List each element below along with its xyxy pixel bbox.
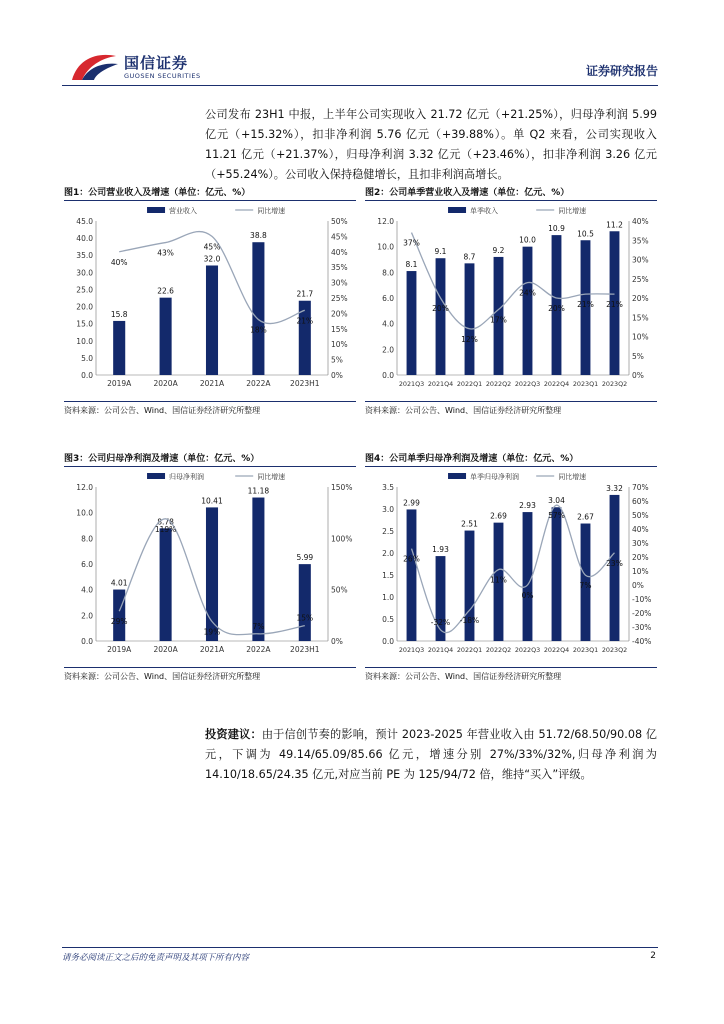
page-number: 2 xyxy=(650,951,656,961)
bar xyxy=(113,321,125,375)
y-left-tick-label: 25.0 xyxy=(76,285,93,295)
y-right-tick-label: 35% xyxy=(331,263,348,273)
y-right-tick-label: -10% xyxy=(632,595,652,604)
legend-line-label: 同比增速 xyxy=(558,207,587,215)
growth-value-label: 21% xyxy=(606,300,623,310)
x-tick-label: 2023Q2 xyxy=(601,380,628,388)
bar-value-label: 15.8 xyxy=(110,309,128,319)
figure-2 xyxy=(365,186,657,418)
x-tick-label: 2022A xyxy=(246,379,271,388)
bar-value-label: 8.78 xyxy=(157,517,174,527)
x-tick-label: 2021Q4 xyxy=(427,646,454,654)
investment-paragraph xyxy=(205,725,657,785)
figure-4 xyxy=(365,452,657,684)
y-right-tick-label: 15% xyxy=(632,313,649,323)
y-right-tick-label: 50% xyxy=(331,585,348,595)
bar-value-label: 22.6 xyxy=(157,286,174,296)
bar xyxy=(436,258,446,375)
x-tick-label: 2023Q2 xyxy=(601,646,628,654)
y-left-tick-label: 6.0 xyxy=(382,294,394,303)
bar xyxy=(252,242,264,375)
figure-source: 资料来源：公司公告、Wind、国信证券经济研究所整理 xyxy=(365,406,562,415)
y-left-tick-label: 40.0 xyxy=(76,234,93,244)
growth-value-label: 119% xyxy=(154,524,177,534)
x-tick-label: 2022Q1 xyxy=(456,646,483,654)
y-right-tick-label: 50% xyxy=(632,511,649,520)
bar xyxy=(160,298,172,375)
growth-value-label: 23% xyxy=(606,558,623,568)
growth-value-label: 0% xyxy=(521,591,534,600)
growth-value-label: 21% xyxy=(577,300,594,310)
y-right-tick-label: 25% xyxy=(331,294,348,303)
legend-bar-swatch xyxy=(448,473,466,479)
figure-rule xyxy=(64,667,356,668)
quarterly-revenue-chart xyxy=(365,203,657,395)
y-right-tick-label: 15% xyxy=(331,324,348,334)
figure-rule xyxy=(365,401,657,402)
bar-value-label: 21.7 xyxy=(296,289,314,299)
guosen-logo-icon xyxy=(68,50,120,84)
y-left-tick-label: 8.0 xyxy=(81,534,93,544)
y-right-tick-label: 20% xyxy=(632,553,649,562)
bar-value-label: 10.41 xyxy=(201,496,223,506)
x-tick-label: 2022Q1 xyxy=(456,380,483,388)
y-right-tick-label: 25% xyxy=(632,274,649,284)
report-type-label: 证券研究报告 xyxy=(585,64,658,78)
x-tick-label: 2019A xyxy=(107,379,132,388)
y-right-tick-label: -40% xyxy=(632,637,652,646)
net-profit-chart xyxy=(64,469,356,661)
x-tick-label: 2022Q3 xyxy=(514,646,541,654)
bar-value-label: 8.7 xyxy=(463,252,476,262)
y-left-tick-label: 8.0 xyxy=(382,268,394,278)
bar-value-label: 2.51 xyxy=(461,519,478,529)
x-tick-label: 2023H1 xyxy=(290,645,320,654)
y-right-tick-label: 40% xyxy=(632,217,649,226)
growth-value-label: 20% xyxy=(548,304,565,313)
footer-divider xyxy=(62,947,658,948)
bar-value-label: 11.2 xyxy=(606,220,623,230)
growth-value-label: 15% xyxy=(296,613,314,623)
legend-bar-label: 单季归母净利润 xyxy=(470,473,520,481)
bar xyxy=(113,590,125,641)
figure-3 xyxy=(64,452,356,684)
bar-value-label: 11.18 xyxy=(247,486,270,496)
growth-value-label: 19% xyxy=(203,627,221,637)
bar-value-label: 2.69 xyxy=(490,511,507,521)
page-header xyxy=(62,48,662,88)
bar-value-label: 3.04 xyxy=(548,496,565,506)
y-right-tick-label: 40% xyxy=(331,247,348,257)
y-left-tick-label: 2.0 xyxy=(81,611,93,621)
y-left-tick-label: 0.5 xyxy=(382,615,394,624)
figure-rule xyxy=(365,200,657,201)
growth-value-label: 18% xyxy=(250,325,267,335)
y-right-tick-label: 10% xyxy=(632,332,649,342)
bar-value-label: 10.9 xyxy=(548,224,565,234)
x-tick-label: 2021A xyxy=(199,645,225,654)
y-left-tick-label: 0.0 xyxy=(382,371,394,380)
growth-value-label: 37% xyxy=(403,238,420,248)
y-right-tick-label: 150% xyxy=(331,483,353,492)
y-right-tick-label: 10% xyxy=(331,340,348,350)
y-right-tick-label: 0% xyxy=(632,371,644,380)
growth-value-label: 29% xyxy=(110,617,128,627)
bar xyxy=(523,247,533,375)
figure-rule xyxy=(64,200,356,201)
growth-value-label: -18% xyxy=(459,616,480,626)
bar-value-label: 5.99 xyxy=(296,553,314,563)
y-left-tick-label: 10.0 xyxy=(76,508,93,518)
figure-rule xyxy=(64,466,356,467)
y-right-tick-label: 0% xyxy=(331,637,343,646)
figure-title: 图3：公司归母净利润及增速（单位：亿元、%） xyxy=(64,454,260,464)
y-left-tick-label: 3.0 xyxy=(382,505,394,514)
y-right-tick-label: 70% xyxy=(632,483,649,492)
legend-line-label: 同比增速 xyxy=(257,473,286,481)
y-right-tick-label: 5% xyxy=(632,351,644,361)
figure-source: 资料来源：公司公告、Wind、国信证券经济研究所整理 xyxy=(64,406,261,415)
brand-name: 国信证券 xyxy=(124,54,189,72)
y-left-tick-label: 2.0 xyxy=(382,345,394,355)
x-tick-label: 2021Q3 xyxy=(398,380,425,388)
growth-value-label: 43% xyxy=(157,248,174,258)
growth-value-label: 45% xyxy=(203,242,221,252)
y-right-tick-label: 30% xyxy=(632,539,649,548)
legend-bar-swatch xyxy=(147,207,165,213)
bar-value-label: 8.1 xyxy=(405,260,418,270)
bar-value-label: 9.2 xyxy=(492,245,505,255)
summary-paragraph: 公司发布 23H1 中报，上半年公司实现收入 21.72 亿元（+21.25%），归母净利润 5.99 亿元（+15.32%），扣非净利润 5.76 亿元（+39.88%）。单 Q2 来看，公司实现收入 11.21 亿元（+21.37%），归母净利润 3.32 亿元（+23.46%），扣非净利润 3.26 亿元（+55.24%）。公司收入保持稳健增长，且扣非利润高增长。 xyxy=(205,108,657,181)
investment-text: 由于信创节奏的影响，预计 2023-2025 年营业收入由 51.72/68.50/90.08 亿元，下调为 49.14/65.09/85.66 亿元，增速分别 27%/33%/32%,归母净利润为 14.10/18.65/24.35 亿元,对应当前 PE 为 125/94/72 倍，维持“买入”评级。 xyxy=(205,728,657,781)
bar xyxy=(160,528,172,641)
figure-source: 资料来源：公司公告、Wind、国信证券经济研究所整理 xyxy=(64,672,261,681)
x-tick-label: 2021Q3 xyxy=(398,646,425,654)
y-left-tick-label: 4.0 xyxy=(382,319,394,329)
x-tick-label: 2022Q3 xyxy=(514,380,541,388)
growth-value-label: 26% xyxy=(403,554,420,564)
y-right-tick-label: 60% xyxy=(632,497,649,506)
growth-value-label: 24% xyxy=(519,288,536,298)
x-tick-label: 2021Q4 xyxy=(427,380,454,388)
figure-source: 资料来源：公司公告、Wind、国信证券经济研究所整理 xyxy=(365,672,562,681)
x-tick-label: 2022Q2 xyxy=(485,380,512,388)
x-tick-label: 2021A xyxy=(199,379,225,388)
revenue-chart xyxy=(64,203,356,395)
bar xyxy=(552,507,562,641)
y-right-tick-label: 20% xyxy=(331,309,348,319)
disclaimer-note: 请务必阅读正文之后的免责声明及其项下所有内容 xyxy=(62,953,250,963)
x-tick-label: 2022Q2 xyxy=(485,646,512,654)
y-left-tick-label: 12.0 xyxy=(377,217,394,226)
bar xyxy=(206,265,218,375)
bar xyxy=(465,263,475,375)
bar xyxy=(407,509,417,641)
x-tick-label: 2022A xyxy=(246,645,271,654)
x-tick-label: 2022Q4 xyxy=(543,380,570,388)
growth-value-label: 7% xyxy=(579,581,592,591)
bar-value-label: 10.0 xyxy=(519,235,536,245)
bar xyxy=(299,564,311,641)
y-left-tick-label: 30.0 xyxy=(76,268,93,278)
y-left-tick-label: 1.0 xyxy=(382,593,394,602)
y-right-tick-label: 35% xyxy=(632,236,649,246)
legend-bar-swatch xyxy=(147,473,165,479)
bar-value-label: 4.01 xyxy=(110,578,128,588)
x-tick-label: 2022Q4 xyxy=(543,646,570,654)
x-tick-label: 2020A xyxy=(153,379,178,388)
growth-value-label: 11% xyxy=(490,575,507,585)
y-left-tick-label: 15.0 xyxy=(76,319,93,329)
y-right-tick-label: 0% xyxy=(632,581,644,590)
figure-rule xyxy=(365,667,657,668)
figure-rule xyxy=(365,466,657,467)
y-left-tick-label: 0.0 xyxy=(81,637,93,646)
y-right-tick-label: 5% xyxy=(331,355,343,365)
y-right-tick-label: 0% xyxy=(331,371,343,380)
y-right-tick-label: 30% xyxy=(331,278,348,288)
bar-value-label: 2.67 xyxy=(577,512,594,522)
y-left-tick-label: 0.0 xyxy=(81,371,93,380)
bar-value-label: 9.1 xyxy=(434,247,447,257)
bar xyxy=(523,512,533,641)
y-left-tick-label: 3.5 xyxy=(382,483,394,492)
legend-bar-label: 单季收入 xyxy=(470,207,499,215)
y-left-tick-label: 6.0 xyxy=(81,560,93,569)
bar-value-label: 32.0 xyxy=(203,254,221,264)
bar xyxy=(610,495,620,641)
figure-title: 图4：公司单季归母净利润及增速（单位：亿元、%） xyxy=(365,454,579,464)
x-tick-label: 2023Q1 xyxy=(572,380,599,388)
growth-value-label: 40% xyxy=(110,257,128,267)
y-right-tick-label: -20% xyxy=(632,609,652,618)
y-left-tick-label: 45.0 xyxy=(76,217,93,226)
investment-lead: 投资建议： xyxy=(205,728,262,741)
growth-value-label: -32% xyxy=(430,617,451,627)
bar-value-label: 10.5 xyxy=(577,229,594,239)
y-left-tick-label: 35.0 xyxy=(76,251,93,261)
y-left-tick-label: 0.0 xyxy=(382,637,394,646)
legend-bar-label: 营业收入 xyxy=(169,207,198,215)
figure-title: 图1：公司营业收入及增速（单位：亿元、%） xyxy=(64,188,251,198)
y-left-tick-label: 4.0 xyxy=(81,585,93,595)
bar-value-label: 38.8 xyxy=(250,231,267,241)
y-right-tick-label: -30% xyxy=(632,623,652,632)
bar-value-label: 1.93 xyxy=(432,545,449,555)
x-tick-label: 2019A xyxy=(107,645,132,654)
growth-value-label: 20% xyxy=(432,304,449,313)
y-right-tick-label: 40% xyxy=(632,525,649,534)
y-right-tick-label: 45% xyxy=(331,232,348,242)
growth-value-label: 57% xyxy=(548,511,565,521)
brand-name-en: GUOSEN SECURITIES xyxy=(124,72,201,80)
bar xyxy=(407,271,417,375)
y-right-tick-label: 20% xyxy=(632,294,649,303)
header-divider xyxy=(62,85,658,86)
legend-line-label: 同比增速 xyxy=(257,207,286,215)
y-left-tick-label: 5.0 xyxy=(81,353,93,363)
figure-title: 图2：公司单季营业收入及增速（单位：亿元、%） xyxy=(365,188,570,198)
figure-rule xyxy=(64,401,356,402)
y-left-tick-label: 10.0 xyxy=(377,242,394,252)
quarterly-net-profit-chart xyxy=(365,469,657,661)
figure-1 xyxy=(64,186,356,418)
legend-bar-label: 归母净利润 xyxy=(169,473,205,481)
bar-value-label: 2.99 xyxy=(403,498,420,508)
growth-value-label: 21% xyxy=(296,316,314,326)
bar xyxy=(436,556,446,641)
y-left-tick-label: 12.0 xyxy=(76,483,93,492)
y-left-tick-label: 20.0 xyxy=(76,302,93,312)
y-right-tick-label: 30% xyxy=(632,255,649,265)
y-left-tick-label: 1.5 xyxy=(382,571,394,580)
growth-value-label: 17% xyxy=(490,315,507,325)
growth-value-label: 12% xyxy=(461,334,478,344)
bar-value-label: 2.93 xyxy=(519,501,536,511)
legend-bar-swatch xyxy=(448,207,466,213)
y-left-tick-label: 10.0 xyxy=(76,336,93,346)
x-tick-label: 2020A xyxy=(153,645,178,654)
y-left-tick-label: 2.5 xyxy=(382,527,394,536)
x-tick-label: 2023Q1 xyxy=(572,646,599,654)
y-right-tick-label: 50% xyxy=(331,217,348,226)
y-left-tick-label: 2.0 xyxy=(382,549,394,558)
bar-value-label: 3.32 xyxy=(606,483,623,493)
x-tick-label: 2023H1 xyxy=(290,379,320,388)
legend-line-label: 同比增速 xyxy=(558,473,587,481)
growth-value-label: 7% xyxy=(252,621,265,631)
y-right-tick-label: 100% xyxy=(331,534,353,544)
y-right-tick-label: 10% xyxy=(632,567,649,576)
bar xyxy=(252,498,264,641)
